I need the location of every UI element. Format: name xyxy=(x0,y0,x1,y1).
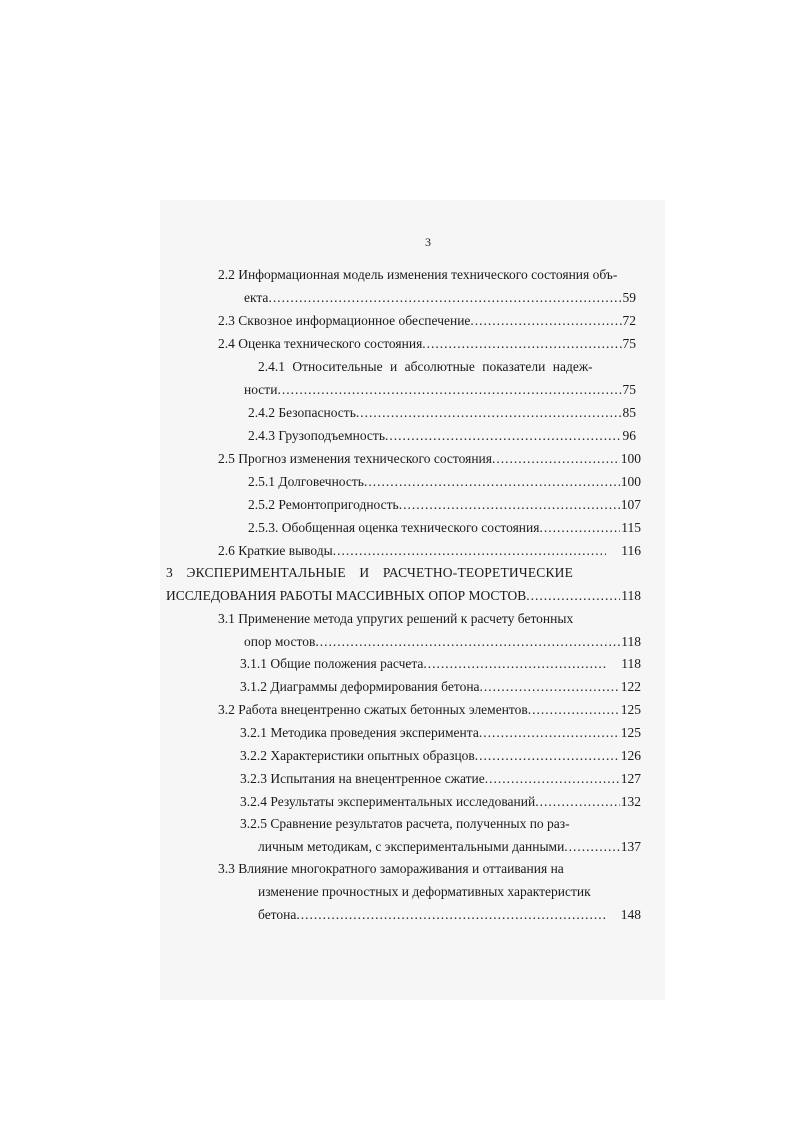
leader-dots xyxy=(277,378,621,401)
leader-dots xyxy=(479,721,620,744)
leader-dots xyxy=(333,539,607,562)
leader-dots xyxy=(399,493,620,516)
toc-page: 148 xyxy=(620,907,641,922)
toc-page: 125 xyxy=(620,725,641,740)
toc-entry-3-2-4[interactable]: 3.2.4 Результаты экспериментальных исследований ..... 132 xyxy=(240,790,641,813)
toc-entry-2-2-title: 2.2 Информационная модель изменения технического состояния объ- xyxy=(218,267,618,282)
toc-page: 107 xyxy=(620,497,641,512)
toc-entry-2-4-1-title: 2.4.1 Относительные и абсолютные показатели надеж- xyxy=(258,359,593,374)
toc-entry-3-1-title: 3.1 Применение метода упругих решений к расчету бетонных xyxy=(218,611,574,626)
toc-entry-3-3[interactable]: бетона ..... 148 xyxy=(258,903,641,926)
toc-entry-2-6[interactable]: 2.6 Краткие выводы ..... 116 xyxy=(218,539,641,562)
toc-entry-3-1-1[interactable]: 3.1.1 Общие положения расчета ..... 118 xyxy=(240,652,641,675)
toc-page: 137 xyxy=(620,839,641,854)
toc-entry-2-5-3[interactable]: 2.5.3. Обобщенная оценка технического состояния ..... 115 xyxy=(248,516,641,539)
toc-page: 118 xyxy=(621,634,641,649)
toc-entry-2-5[interactable]: 2.5 Прогноз изменения технического состояния ..... 100 xyxy=(218,447,641,470)
leader-dots xyxy=(528,698,620,721)
toc-page: 122 xyxy=(620,679,641,694)
toc-page: 132 xyxy=(620,794,641,809)
leader-dots xyxy=(315,630,620,653)
toc-entry-3-2-5[interactable]: личным методикам, с экспериментальными данными ..... 137 xyxy=(258,835,641,858)
toc-entry-3-title: 3 ЭКСПЕРИМЕНТАЛЬНЫЕ И РАСЧЕТНО-ТЕОРЕТИЧЕСКИЕ xyxy=(166,565,574,580)
toc-page: 100 xyxy=(620,451,641,466)
toc-page: 118 xyxy=(621,588,641,603)
toc-entry-2-5-1[interactable]: 2.5.1 Долговечность ..... 100 xyxy=(248,470,641,493)
toc-entry-3-2-5-title: 3.2.5 Сравнение результатов расчета, полученных по раз- xyxy=(240,816,570,831)
toc-page: 126 xyxy=(620,748,641,763)
toc-entry-3-3-title-cont: изменение прочностных и деформативных характеристик xyxy=(258,884,591,899)
leader-dots xyxy=(539,516,620,539)
toc-page: 72 xyxy=(622,313,636,328)
leader-dots xyxy=(564,835,619,858)
toc-page: 75 xyxy=(622,382,636,397)
toc-entry-2-2[interactable]: екта ..... 59 xyxy=(244,286,636,309)
toc-entry-2-4-1[interactable]: ности ..... 75 xyxy=(244,378,636,401)
toc-entry-3[interactable]: ИССЛЕДОВАНИЯ РАБОТЫ МАССИВНЫХ ОПОР МОСТОВ ..... 118 xyxy=(166,584,641,607)
toc-entry-2-3[interactable]: 2.3 Сквозное информационное обеспечение ..... 72 xyxy=(218,309,636,332)
toc-page: 118 xyxy=(621,656,641,671)
leader-dots xyxy=(475,744,620,767)
toc-entry-3-2-1[interactable]: 3.2.1 Методика проведения эксперимента ..... 125 xyxy=(240,721,641,744)
toc-entry-2-4-3[interactable]: 2.4.3 Грузоподъемность ..... 96 xyxy=(248,424,636,447)
leader-dots xyxy=(296,903,605,926)
leader-dots xyxy=(492,447,620,470)
leader-dots xyxy=(268,286,621,309)
leader-dots xyxy=(485,767,620,790)
leader-dots xyxy=(422,332,621,355)
leader-dots xyxy=(385,424,622,447)
toc-page: 85 xyxy=(622,405,636,420)
toc-entry-3-2-2[interactable]: 3.2.2 Характеристики опытных образцов ..... 126 xyxy=(240,744,641,767)
leader-dots xyxy=(470,309,621,332)
leader-dots xyxy=(535,790,620,813)
toc-page: 127 xyxy=(620,771,641,786)
toc-page: 75 xyxy=(622,336,636,351)
toc-page: 100 xyxy=(620,474,641,489)
toc-entry-2-5-2[interactable]: 2.5.2 Ремонтопригодность ..... 107 xyxy=(248,493,641,516)
toc-page: 96 xyxy=(622,428,636,443)
leader-dots xyxy=(364,470,620,493)
toc-entry-2-4[interactable]: 2.4 Оценка технического состояния ..... 75 xyxy=(218,332,636,355)
toc-entry-3-1[interactable]: опор мостов ..... 118 xyxy=(244,630,641,653)
leader-dots xyxy=(356,401,622,424)
toc-entry-2-4-2[interactable]: 2.4.2 Безопасность ..... 85 xyxy=(248,401,636,424)
leader-dots xyxy=(423,652,606,675)
toc-entry-3-2[interactable]: 3.2 Работа внецентренно сжатых бетонных элементов ..... 125 xyxy=(218,698,641,721)
toc-page: 115 xyxy=(621,520,641,535)
toc-page: 116 xyxy=(621,543,641,558)
leader-dots xyxy=(526,584,620,607)
toc-entry-3-2-3[interactable]: 3.2.3 Испытания на внецентренное сжатие ..... 127 xyxy=(240,767,641,790)
page-number: 3 xyxy=(425,235,431,249)
toc-page: 59 xyxy=(622,290,636,305)
leader-dots xyxy=(480,675,620,698)
toc-entry-3-3-title: 3.3 Влияние многократного замораживания и оттаивания на xyxy=(218,861,564,876)
toc-page: 125 xyxy=(620,702,641,717)
toc-entry-3-1-2[interactable]: 3.1.2 Диаграммы деформирования бетона ..... 122 xyxy=(240,675,641,698)
